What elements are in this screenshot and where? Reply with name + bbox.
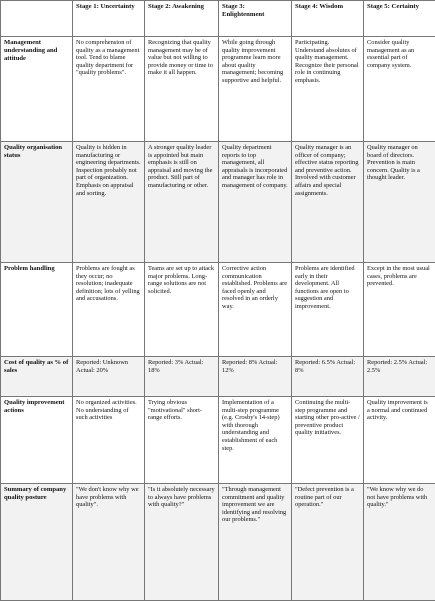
table-row xyxy=(1,142,435,263)
table-row xyxy=(1,37,435,142)
row-label: Cost of quality as % of sales xyxy=(1,357,73,397)
table-cell: Quality department reports to top management, all appraisals is incorporated and manager has role in management of company. xyxy=(219,142,292,263)
table-cell: Quality manager on board of directors. Prevention is main concern. Quality is a thought leader. xyxy=(364,142,435,263)
table-cell: Quality is hidden in manufacturing or engineering departments. Inspection probably not part of organization. Emphasis on appraisal and sorting. xyxy=(73,142,145,263)
table-cell: "We know why we do not have problems with quality." xyxy=(364,484,435,601)
table-row xyxy=(1,357,435,397)
header-row xyxy=(1,1,435,37)
table-cell: Reported: 2.5% Actual: 2.5% xyxy=(364,357,435,397)
table-cell: "Is it absolutely necessary to always have problems with quality?" xyxy=(145,484,219,601)
table-cell: While going through quality improvement programme learn more about quality management; becoming supportive and helpful. xyxy=(219,37,292,142)
header-stage-3: Stage 3: Enlightenment xyxy=(219,1,292,37)
table-cell: Participating. Understand absolutes of quality management. Recognize their personal role in continuing emphasis. xyxy=(292,37,364,142)
table-row xyxy=(1,263,435,357)
table-cell: "We don't know why we have problems with quality". xyxy=(73,484,145,601)
row-label: Quality organisation status xyxy=(1,142,73,263)
table-cell: Corrective action communication established. Problems are faced openly and resolved in an orderly way. xyxy=(219,263,292,357)
table-cell: Problems are identified early in their development. All functions are open to suggestion and improvement. xyxy=(292,263,364,357)
header-stage-2: Stage 2: Awakening xyxy=(145,1,219,37)
header-stage-1: Stage 1: Uncertainty xyxy=(73,1,145,37)
table-cell: Reported: 8% Actual: 12% xyxy=(219,357,292,397)
table-cell: Teams are set up to attack major problems. Long-range solutions are not solicited. xyxy=(145,263,219,357)
table-cell: Implementation of a multi-step programme (e.g. Crosby's 14-step) with thorough understanding and establishment of each step. xyxy=(219,397,292,484)
table-cell: Trying obvious "motivational" short-range efforts. xyxy=(145,397,219,484)
table-cell: No organized activities. No understanding of such activities xyxy=(73,397,145,484)
table-cell: No comprehension of quality as a management tool. Tend to blame quality department for "quality problems". xyxy=(73,37,145,142)
table-row xyxy=(1,484,435,601)
table-row xyxy=(1,397,435,484)
table-cell: Continuing the multi-step programme and starting other pro-active / preventive product quality initiatives. xyxy=(292,397,364,484)
row-label: Quality improvement actions xyxy=(1,397,73,484)
table-cell: Except in the most usual cases, problems are prevented. xyxy=(364,263,435,357)
header-stage-4: Stage 4: Wisdom xyxy=(292,1,364,37)
row-label: Management understanding and attitude xyxy=(1,37,73,142)
table-cell: "Through management commitment and quality improvement we are identifying and resolving our problems." xyxy=(219,484,292,601)
table-cell: Problems are fought as they occur; no resolution; inadequate definition; lots of yelling and accusations. xyxy=(73,263,145,357)
table-cell: Recognizing that quality management may be of value but not willing to provide money or time to make it all happen. xyxy=(145,37,219,142)
table-cell: Reported: 6.5% Actual: 8% xyxy=(292,357,364,397)
row-label: Problem handling xyxy=(1,263,73,357)
header-stage-5: Stage 5: Certainty xyxy=(364,1,435,37)
table-cell: Reported: 3% Actual: 18% xyxy=(145,357,219,397)
table-cell: Reported: Unknown Actual: 20% xyxy=(73,357,145,397)
table-cell: A stronger quality leader is appointed but main emphasis is still on appraisal and moving the product. Still part of manufacturing or other. xyxy=(145,142,219,263)
table-cell: Quality improvement is a normal and continued activity. xyxy=(364,397,435,484)
table-cell: Quality manager is an officer of company; effective status reporting and preventive action. Involved with customer affairs and special assignments. xyxy=(292,142,364,263)
row-label: Summary of company quality posture xyxy=(1,484,73,601)
header-corner-cell xyxy=(1,1,73,37)
table-cell: "Defect prevention is a routine part of our operation." xyxy=(292,484,364,601)
table-cell: Consider quality management as an essential part of company system. xyxy=(364,37,435,142)
